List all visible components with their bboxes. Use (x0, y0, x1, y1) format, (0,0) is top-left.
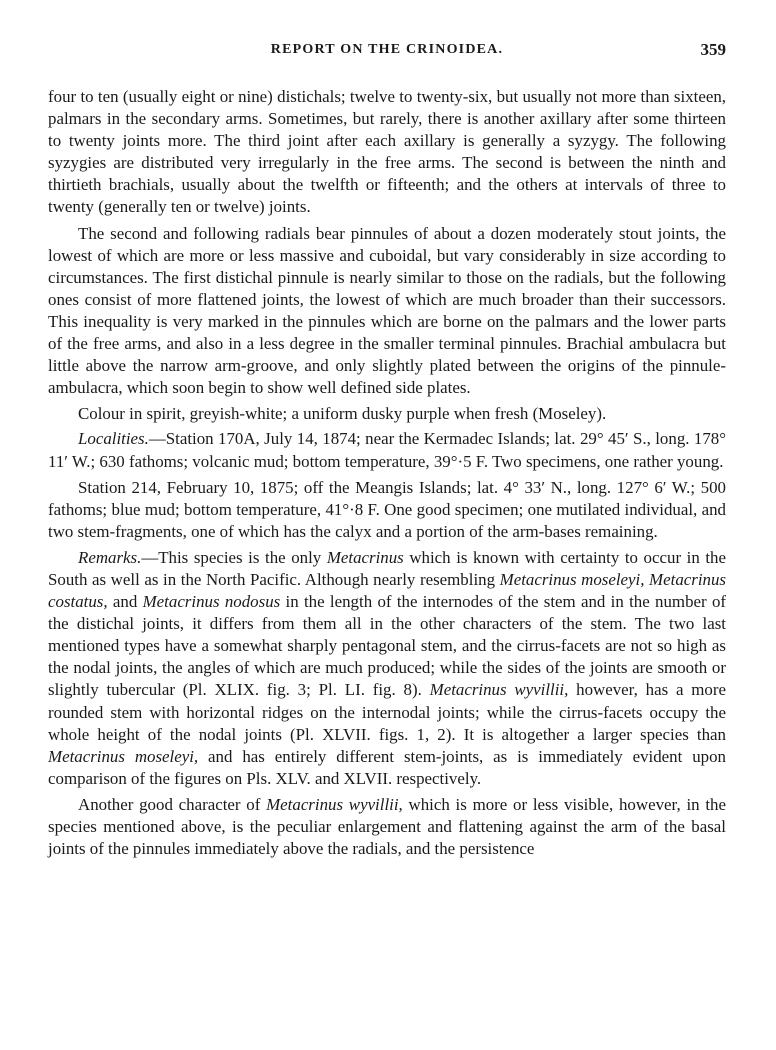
species-name: Metacrinus wyvillii, (266, 794, 403, 814)
body-text (48, 86, 726, 864)
page-number: 359 (700, 40, 726, 59)
species-name: Metacrinus (326, 547, 404, 567)
paragraph-station-214 (48, 477, 726, 543)
paragraph-text: four to ten (usually eight or nine) distichals; twelve to twenty-six, but usually not more than sixteen, palmars in the secondary arms. Sometimes, but rarely, there is another axillary after some thirteen to twenty joints more. The third joint after each axillary is generally a syzygy. The following syzygies are distributed very irregularly in the free arms. The second is between the ninth and thirtieth brachials, usually about the twelfth or fifteenth; and the others at intervals of three to twenty (generally ten or twelve) joints. (48, 87, 726, 217)
text-run: which is known with certainty to occur in the South as well as in the North Pacific. Although nearly resembling (48, 547, 726, 589)
paragraph-distichals (48, 86, 726, 219)
paragraph-pinnules (48, 223, 726, 400)
text-run: in the length of the internodes of the stem and in the number of the distichal joints, it differs from them all in the other characters of the stem. The two last mentioned types have a somewhat sharply pentagonal stem, and the cirrus-facets are not so high as the nodal joints, the angles of which are much produced; while the sides of the joints are smooth or slightly tubercular (Pl. XLIX. fig. 3; Pl. LI. fig. 8). (48, 592, 727, 700)
running-head (48, 42, 726, 64)
paragraph-localities (48, 428, 726, 472)
running-title: REPORT ON THE CRINOIDEA. (270, 42, 504, 57)
species-name: Metacrinus moseleyi, Metacrinus costatus, (48, 569, 726, 612)
section-label-remarks: Remarks. (78, 547, 142, 567)
species-name: Metacrinus moseleyi, (48, 746, 199, 766)
text-run: and (107, 592, 143, 612)
species-name: Metacrinus nodosus (142, 592, 281, 612)
paragraph-text: The second and following radials bear pinnules of about a dozen moderately stout joints, the lowest of which are more or less massive and cuboidal, but vary considerably in size according to circumstances. The first distichal pinnule is nearly similar to those on the radials, but the following ones consist of more flattened joints, the lowest of which are much broader than their successors. This inequality is very marked in the pinnules which are borne on the palmars and the lower parts of the free arms, and also in a less degree in the smaller terminal pinnules. Brachial ambulacra but little above the narrow arm-groove, and only slightly plated between the origins of the pinnule-ambulacra, which soon begin to show well defined side plates. (48, 223, 726, 398)
paragraph-text: Colour in spirit, greyish-white; a uniform dusky purple when fresh (Moseley). (78, 404, 607, 424)
section-label-localities: Localities. (78, 429, 149, 449)
paragraph-another-character (48, 794, 726, 860)
paragraph-remarks (48, 547, 726, 790)
text-run: however, has a more rounded stem with horizontal ridges on the internodal joints; while the cirrus-facets occupy the whole height of the nodal joints (Pl. XLVII. figs. 1, 2). It is altogether a larger species than (48, 680, 726, 744)
paragraph-colour (48, 403, 726, 425)
text-run: Another good character of (78, 794, 267, 814)
species-name: Metacrinus wyvillii, (429, 680, 569, 700)
paragraph-text: Station 214, February 10, 1875; off the Meangis Islands; lat. 4° 33′ N., long. 127° 6′ W.; 500 fathoms; blue mud; bottom temperature, 41°·8 F. One good specimen; one mutilated individual, and two stem-fragments, one of which has the calyx and a portion of the arm-bases remaining. (48, 477, 726, 541)
text-run: which is more or less visible, however, in the species mentioned above, is the peculiar enlargement and flattening against the arm of the basal joints of the pinnules immediately above the radials, and the persistence (48, 794, 726, 859)
text-run: —This species is the only (141, 547, 327, 567)
paragraph-text: —Station 170A, July 14, 1874; near the Kermadec Islands; lat. 29° 45′ S., long. 178° 11′ W.; 630 fathoms; volcanic mud; bottom temperature, 39°·5 F. Two specimens, one rather young. (48, 429, 726, 471)
text-run: and has entirely different stem-joints, as is immediately evident upon comparison of the figures on Pls. XLV. and XLVII. respectively. (48, 746, 726, 788)
